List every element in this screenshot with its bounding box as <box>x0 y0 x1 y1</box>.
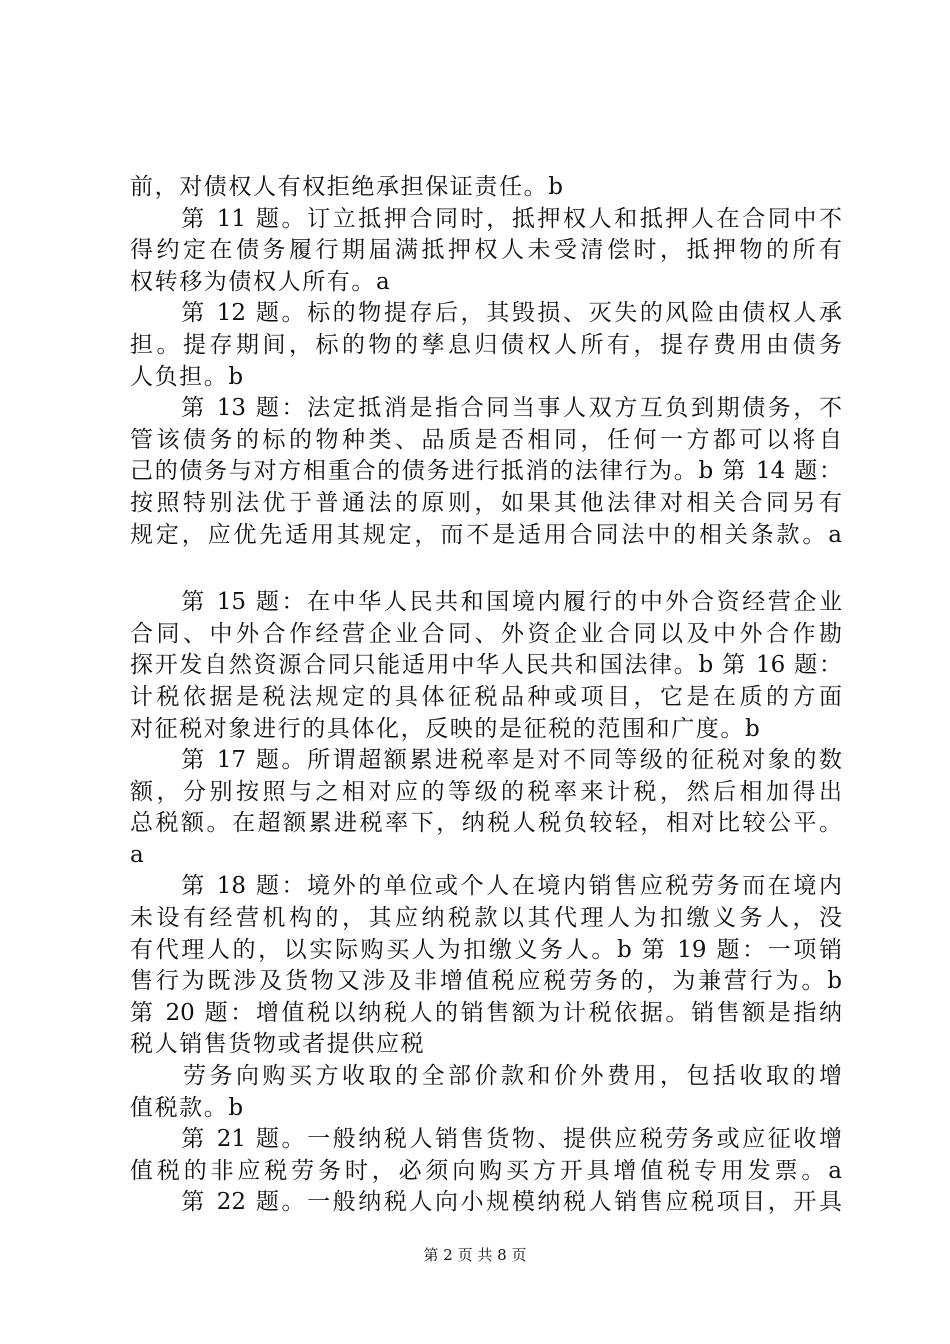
text-line: 总税额。在超额累进税率下，纳税人税负较轻，相对比较公平。 <box>130 810 842 837</box>
text-line: 额，分别按照与之相对应的等级的税率来计税，然后相加得出 <box>130 778 842 805</box>
text-line: 税人销售货物或者提供应税 <box>130 1031 426 1058</box>
text-line: 人负担。b <box>130 363 245 390</box>
text-line: 劳务向购买方收取的全部价款和价外费用，包括收取的增 <box>130 1063 842 1090</box>
text-block-2 <box>130 587 842 1219</box>
text-line: 担。提存期间，标的物的孳息归债权人所有，提存费用由债务 <box>130 331 842 358</box>
text-line: 规定，应优先适用其规定，而不是适用合同法中的相关条款。a <box>130 521 842 548</box>
text-line: 未设有经营机构的，其应纳税款以其代理人为扣缴义务人，没 <box>130 905 842 932</box>
document-body <box>130 172 842 1219</box>
text-line: 得约定在债务履行期届满抵押权人未受清偿时，抵押物的所有 <box>130 237 842 264</box>
text-line: 前，对债权人有权拒绝承担保证责任。b <box>130 174 565 200</box>
text-line: 计税依据是税法规定的具体征税品种或项目，它是在质的方面 <box>130 683 842 710</box>
text-line: a <box>130 841 146 868</box>
text-line: 权转移为债权人所有。a <box>130 268 392 295</box>
text-line: 第 21 题。一般纳税人销售货物、提供应税劳务或应征收增 <box>130 1126 842 1153</box>
text-line: 第 11 题。订立抵押合同时，抵押权人和抵押人在合同中不 <box>130 205 842 232</box>
text-line: 合同、中外合作经营企业合同、外资企业合同以及中外合作勘 <box>130 620 842 647</box>
text-line: 探开发自然资源合同只能适用中华人民共和国法律。b 第 16 题： <box>130 652 842 679</box>
page-footer: 第 2 页 共 8 页 <box>423 1246 527 1264</box>
text-line: 售行为既涉及货物又涉及非增值税应税劳务的，为兼营行为。b <box>130 968 842 995</box>
text-block-1 <box>130 172 842 551</box>
text-line: 第 15 题：在中华人民共和国境内履行的中外合资经营企业 <box>130 589 842 616</box>
text-line: 己的债务与对方相重合的债务进行抵消的法律行为。b 第 14 题： <box>130 458 842 485</box>
text-line: 值税款。b <box>130 1094 245 1121</box>
text-line: 第 17 题。所谓超额累进税率是对不同等级的征税对象的数 <box>130 747 842 774</box>
text-line: 第 20 题：增值税以纳税人的销售额为计税依据。销售额是指纳 <box>130 999 842 1026</box>
paragraph-gap <box>130 551 842 587</box>
text-line: 第 22 题。一般纳税人向小规模纳税人销售应税项目，开具 <box>130 1189 842 1216</box>
text-line: 第 13 题：法定抵消是指合同当事人双方互负到期债务，不 <box>130 395 842 422</box>
text-line: 按照特别法优于普通法的原则，如果其他法律对相关合同另有 <box>130 489 842 516</box>
text-line: 有代理人的，以实际购买人为扣缴义务人。b 第 19 题：一项销 <box>130 936 842 963</box>
text-line: 管该债务的标的物种类、品质是否相同，任何一方都可以将自 <box>130 426 842 453</box>
text-line: 对征税对象进行的具体化，反映的是征税的范围和广度。b <box>130 715 762 742</box>
text-line: 值税的非应税劳务时，必须向购买方开具增值税专用发票。a <box>130 1157 842 1184</box>
text-line: 第 12 题。标的物提存后，其毁损、灭失的风险由债权人承 <box>130 300 842 327</box>
text-line: 第 18 题：境外的单位或个人在境内销售应税劳务而在境内 <box>130 873 842 900</box>
